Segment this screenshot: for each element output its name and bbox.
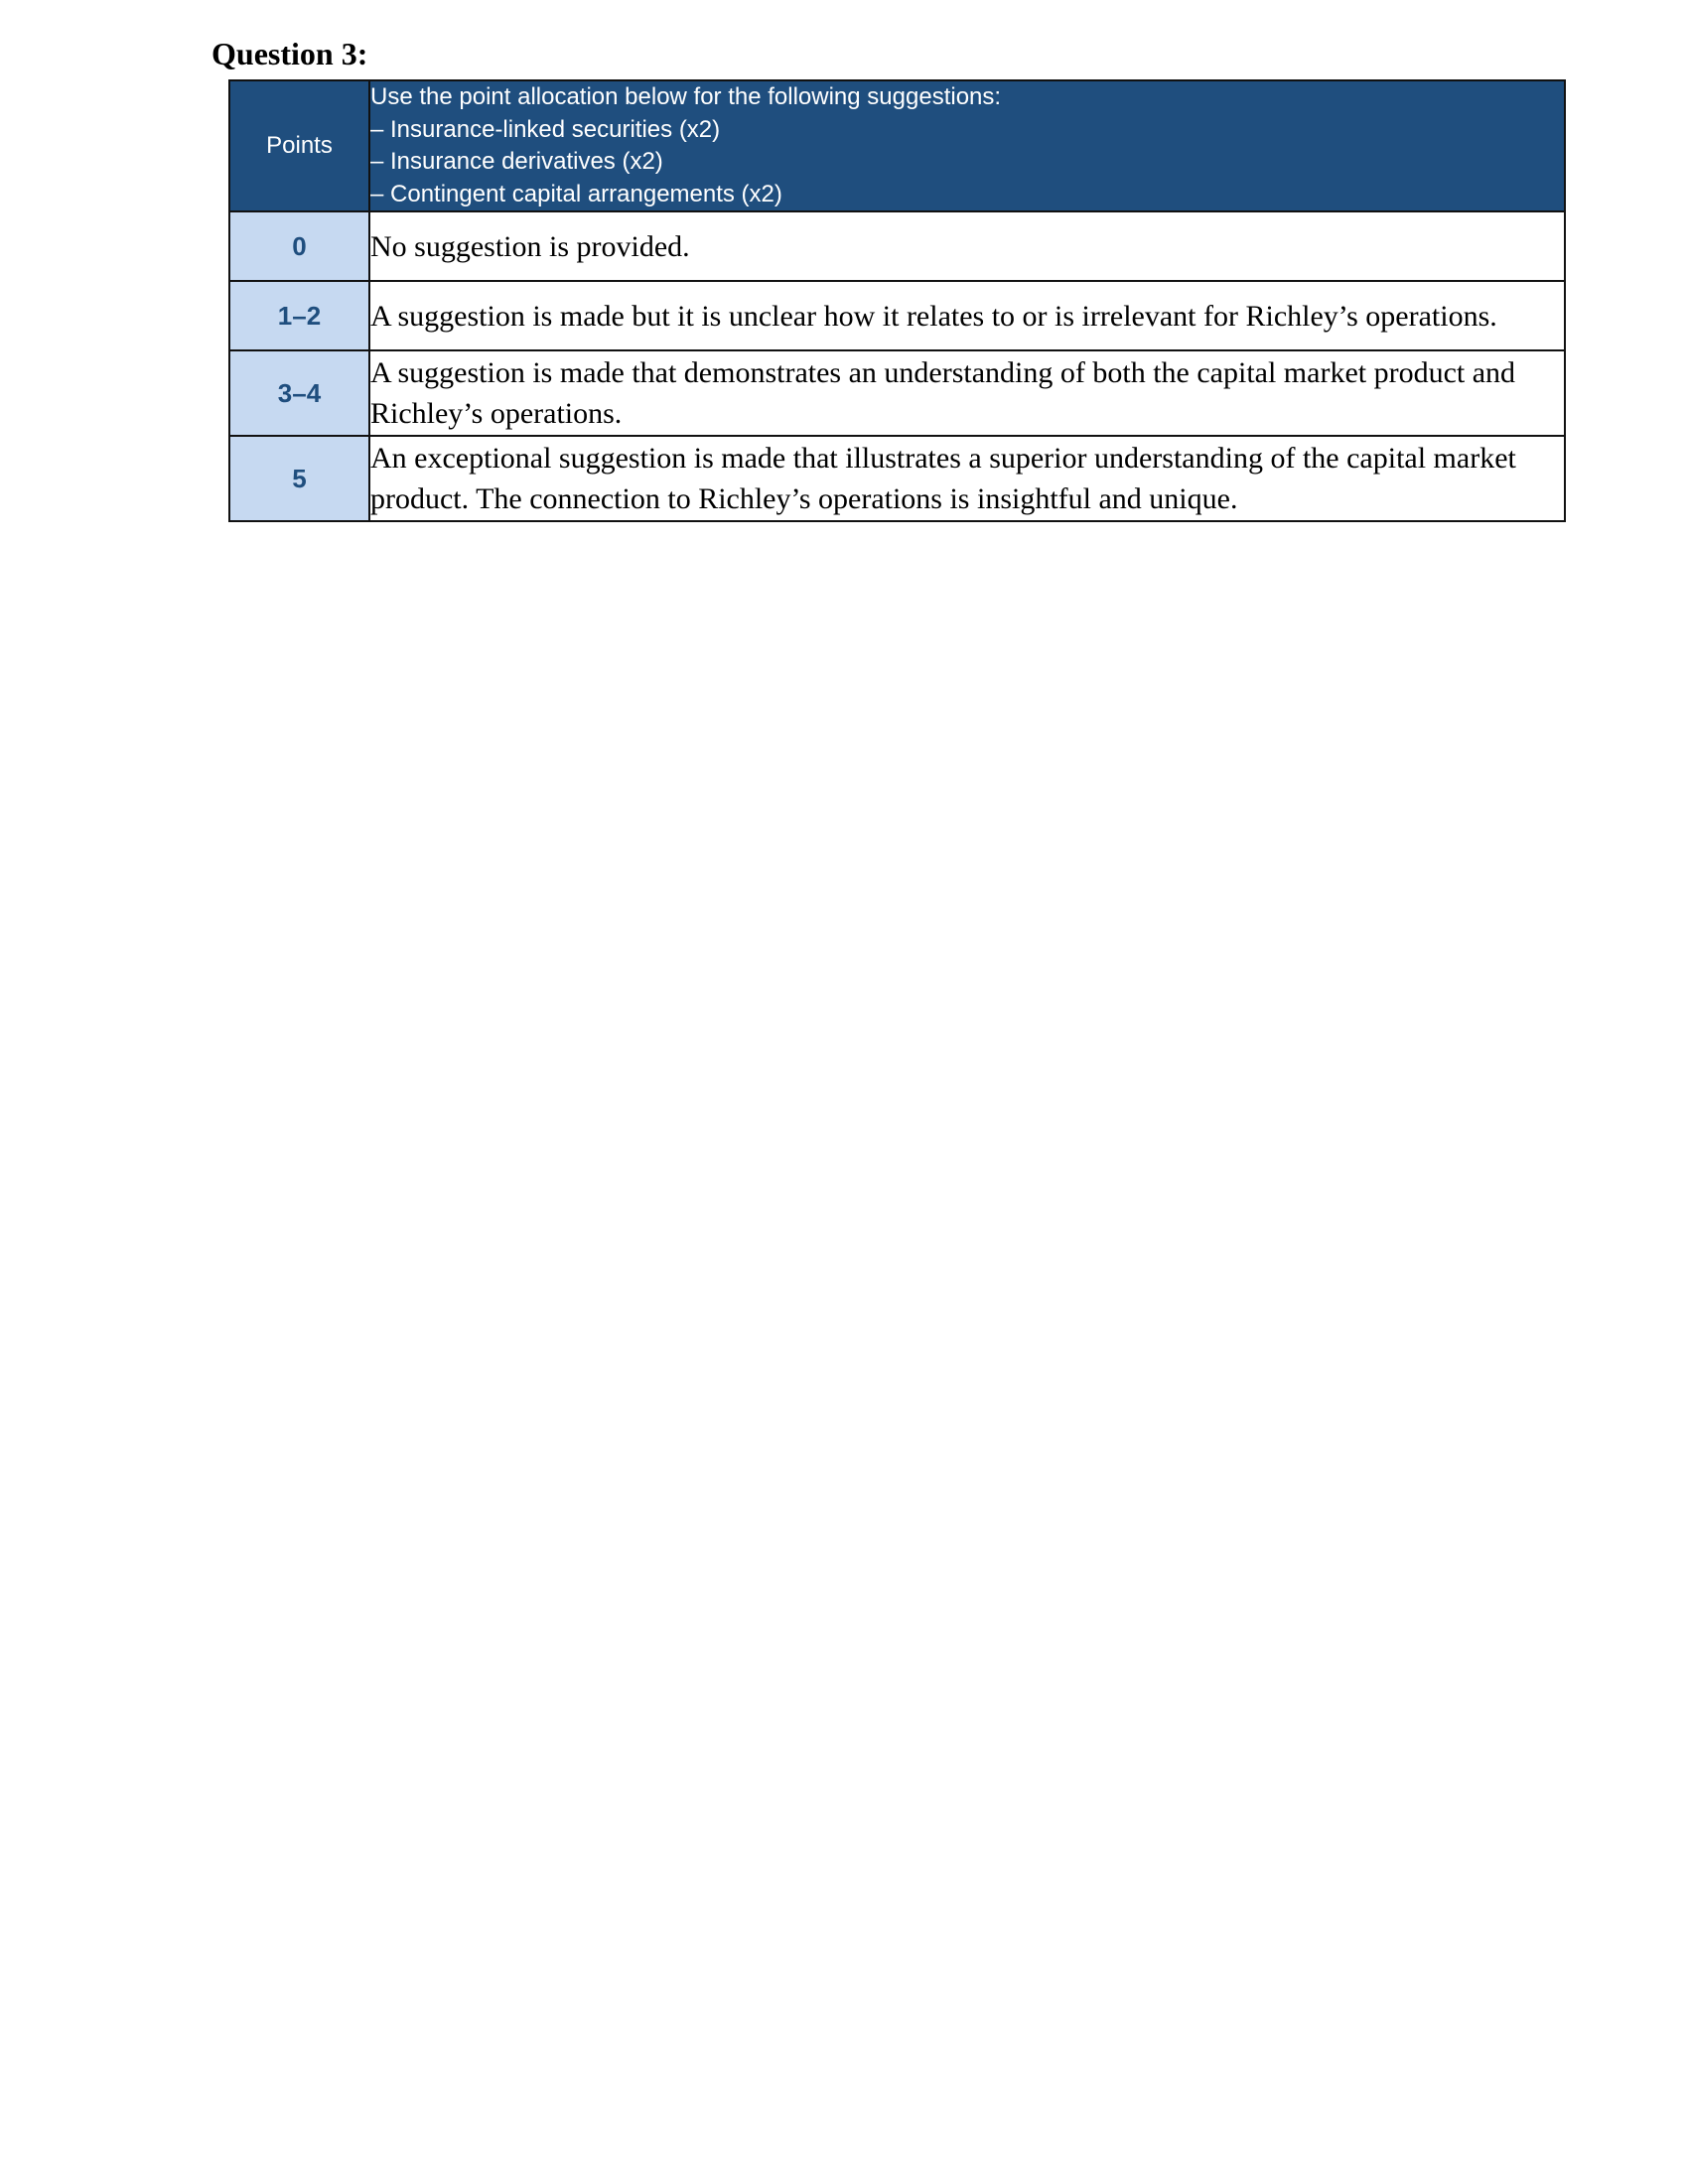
table-row [229,211,1565,281]
points-column-header: Points [229,80,369,211]
table-row [229,436,1565,521]
instructions-item-insurance-linked-securities: – Insurance-linked securities (x2) [370,115,721,143]
criteria-description: No suggestion is provided. [369,211,1565,281]
points-value: 1–2 [229,281,369,350]
points-value: 3–4 [229,350,369,436]
points-value: 0 [229,211,369,281]
criteria-description: A suggestion is made that demonstrates an understanding of both the capital market product and Richley’s operations. [369,350,1565,436]
points-value: 5 [229,436,369,521]
instructions-item-contingent-capital: – Contingent capital arrangements (x2) [370,180,782,207]
instructions-item-insurance-derivatives: – Insurance derivatives (x2) [370,148,663,175]
table-header-row [229,80,1565,211]
instructions-intro: Use the point allocation below for the following suggestions: [370,83,1002,110]
criteria-description: An exceptional suggestion is made that illustrates a superior understanding of the capital market product. The connection to Richley’s operations is insightful and unique. [369,436,1565,521]
question-heading: Question 3: [211,36,368,71]
table-row [229,281,1565,350]
scoring-rubric-table [228,79,1566,522]
instructions-header [369,80,1565,211]
criteria-description: A suggestion is made but it is unclear how it relates to or is irrelevant for Richley’s operations. [369,281,1565,350]
table-row [229,350,1565,436]
